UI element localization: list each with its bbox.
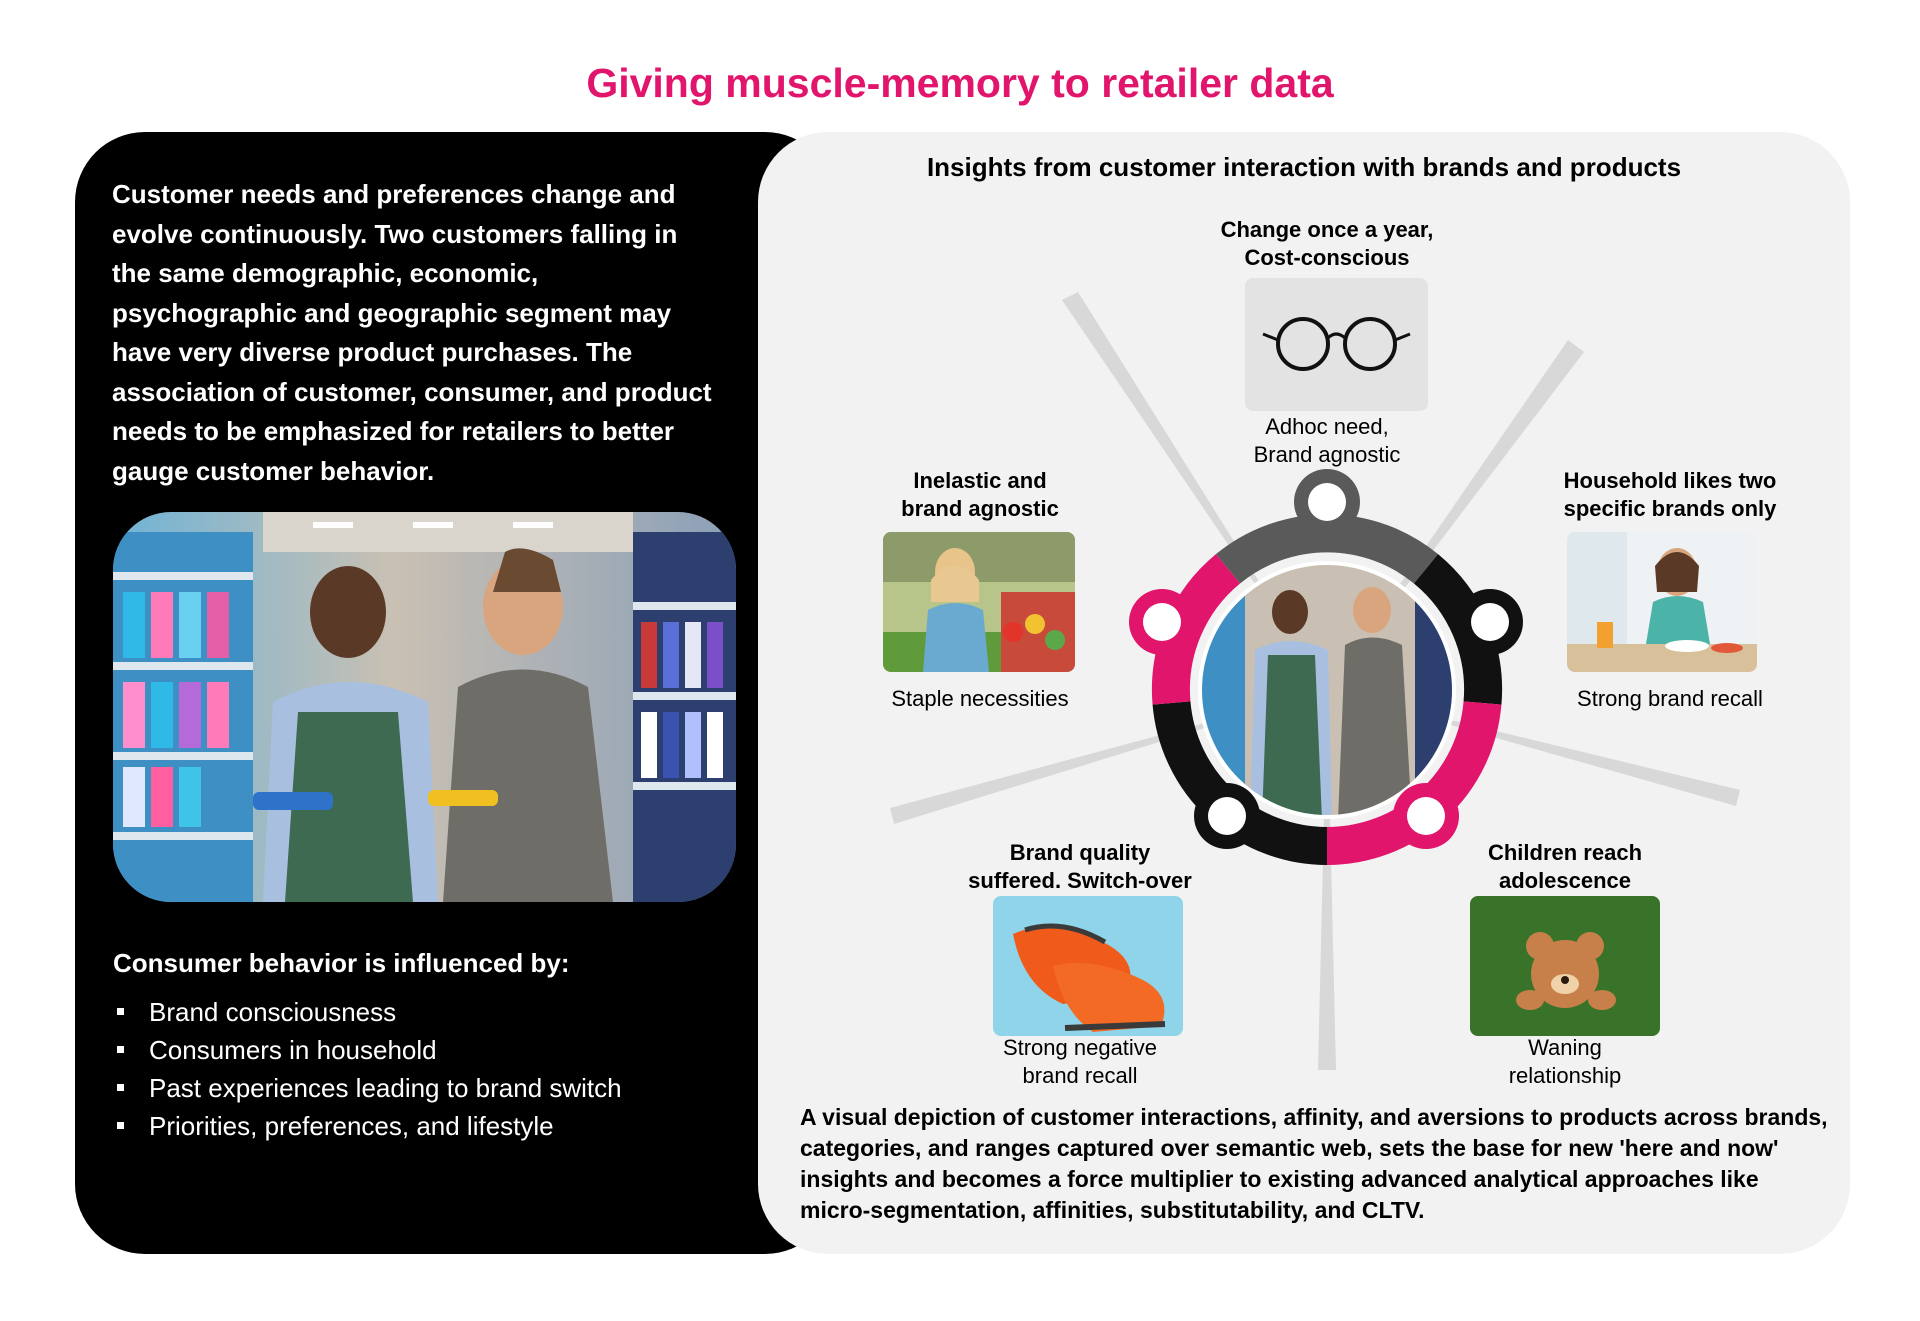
eyeglasses-image (1245, 278, 1428, 411)
node-top-heading: Change once a year, Cost-conscious (1220, 217, 1434, 270)
influence-heading: Consumer behavior is influenced by: (113, 948, 570, 978)
page-title: Giving muscle-memory to retailer data (586, 60, 1334, 106)
influence-item: Consumers in household (113, 1031, 622, 1069)
store-associates-photo (113, 512, 736, 902)
node-bottom-left-heading: Brand quality suffered. Switch-over (968, 840, 1192, 893)
orange-sneakers-image (993, 896, 1183, 1036)
node-bottom-right-heading: Children reach adolescence (1487, 840, 1643, 893)
node-left-caption: Staple necessities (891, 686, 1069, 711)
node-right-caption: Strong brand recall (1577, 686, 1763, 711)
produce-shopper-image (883, 532, 1075, 672)
summary-paragraph: A visual depiction of customer interactions, affinity, and aversions to products across brands, categories, and ranges captured over semantic web, sets the base for new 'here and now' insights and becomes a force multiplier to existing advanced analytical approaches like micro-segmentation, affinities, substitutability, and CLTV. (800, 1104, 1828, 1223)
node-left-heading: Inelastic and brand agnostic (901, 468, 1059, 521)
influence-item: Brand consciousness (113, 993, 622, 1031)
teddy-bear-image (1470, 896, 1660, 1036)
ring-knob-left (1129, 589, 1195, 655)
ring-knob-top (1294, 469, 1360, 535)
insights-title: Insights from customer interaction with brands and products (926, 152, 1682, 182)
intro-paragraph: Customer needs and preferences change and evolve continuously. Two customers falling in the same demographic, economic, psychographic and geographic segment may have very diverse product purchases. The association of customer, consumer, and product needs to be emphasized for retailers to better gauge customer behavior. (112, 179, 712, 486)
node-bottom-right-caption: Waning relationship (1508, 1035, 1622, 1088)
node-top-caption: Adhoc need, Brand agnostic (1253, 414, 1401, 467)
influence-item: Priorities, preferences, and lifestyle (113, 1107, 622, 1145)
influence-item: Past experiences leading to brand switch (113, 1069, 622, 1107)
node-bottom-left-caption: Strong negative brand recall (1002, 1035, 1158, 1088)
breakfast-woman-image (1567, 532, 1757, 672)
node-right-heading: Household likes two specific brands only (1563, 468, 1777, 521)
influence-list (113, 993, 622, 1145)
ring-knob-right (1457, 589, 1523, 655)
